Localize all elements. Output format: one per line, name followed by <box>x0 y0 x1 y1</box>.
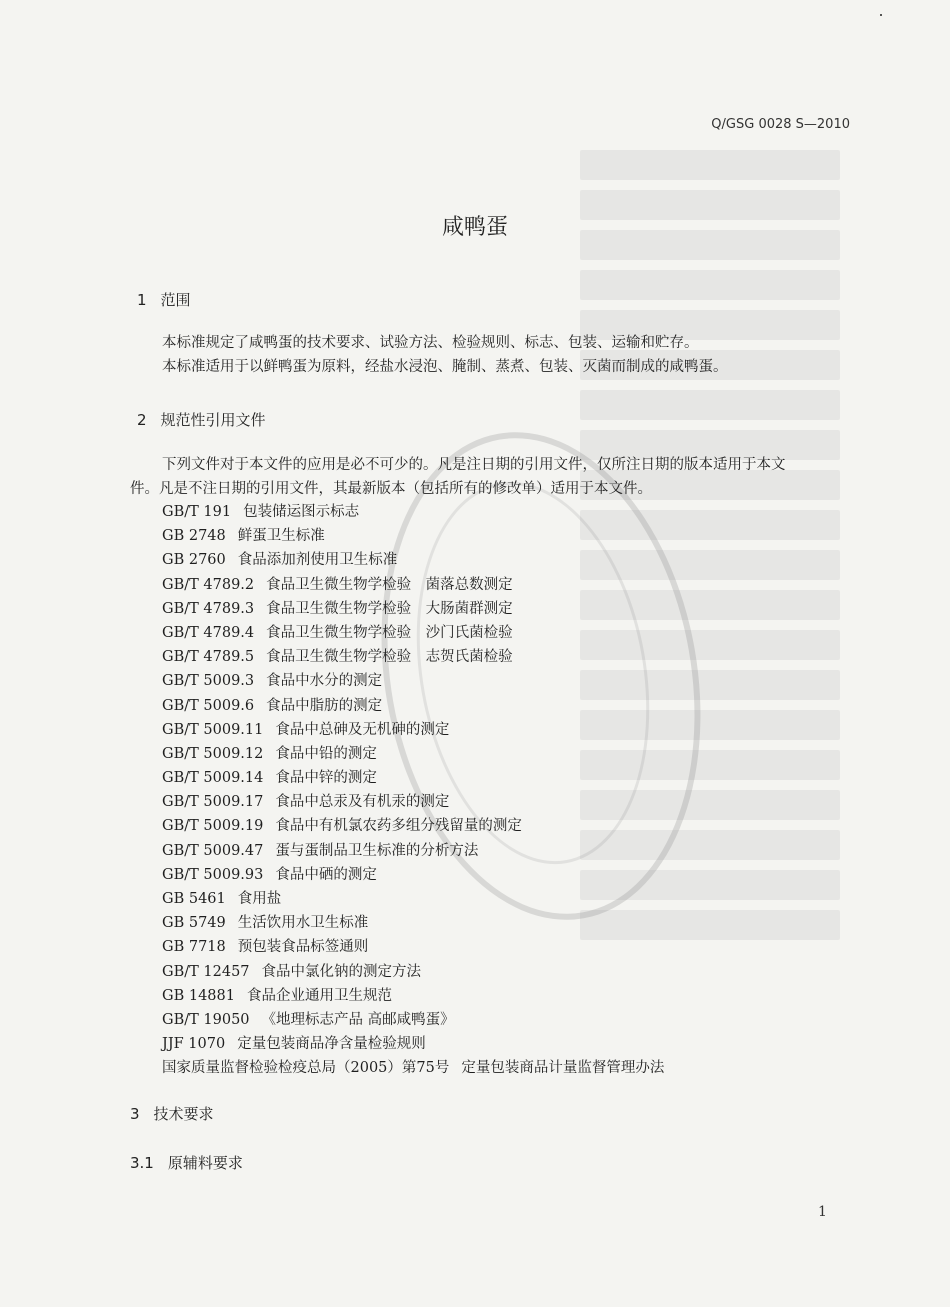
reference-code: GB/T 5009.17 <box>162 794 264 811</box>
reference-item <box>162 500 862 524</box>
reference-item <box>162 597 862 621</box>
reference-title: 食品中氯化钠的测定方法 <box>261 963 422 980</box>
reference-code: GB 7718 <box>162 939 226 956</box>
reference-item <box>162 718 862 742</box>
section-number: 1 <box>137 291 147 309</box>
section-number: 3 <box>130 1105 140 1123</box>
standard-code: Q/GSG 0028 S—2010 <box>711 117 850 132</box>
reference-item <box>162 766 862 790</box>
reference-code: 国家质量监督检验检疫总局（2005）第75号 <box>162 1060 450 1077</box>
reference-title: 食品卫生微生物学检验 沙门氏菌检验 <box>266 624 513 641</box>
reference-item <box>162 790 862 814</box>
reference-title: 鲜蛋卫生标准 <box>237 528 325 545</box>
section-2-heading <box>137 409 266 430</box>
reference-item <box>162 863 862 887</box>
scope-paragraph-2: 本标准适用于以鲜鸭蛋为原料，经盐水浸泡、腌制、蒸煮、包装、灭菌而制成的咸鸭蛋。 <box>162 359 728 375</box>
reference-item <box>162 669 862 693</box>
scope-paragraph-1: 本标准规定了咸鸭蛋的技术要求、试验方法、检验规则、标志、包装、运输和贮存。 <box>162 335 699 351</box>
reference-item <box>162 960 862 984</box>
reference-code: GB/T 5009.3 <box>162 673 255 690</box>
reference-title: 食品中铅的测定 <box>275 745 377 762</box>
reference-title: 食品中总砷及无机砷的测定 <box>275 721 450 738</box>
reference-code: GB 14881 <box>162 987 235 1004</box>
reference-code: GB/T 5009.93 <box>162 866 264 883</box>
reference-code: GB/T 4789.3 <box>162 600 255 617</box>
reference-title: 食品中水分的测定 <box>266 673 383 690</box>
reference-item <box>162 935 862 959</box>
section-title: 技术要求 <box>153 1105 214 1123</box>
reference-title: 定量包装商品计量监督管理办法 <box>461 1060 665 1077</box>
normative-intro-line-2: 件。凡是不注日期的引用文件，其最新版本（包括所有的修改单）适用于本文件。 <box>130 481 652 497</box>
reference-code: GB 5461 <box>162 891 226 907</box>
reference-code: GB/T 5009.12 <box>162 745 264 762</box>
reference-code: GB/T 191 <box>162 504 232 520</box>
normative-intro-line-1: 下列文件对于本文件的应用是必不可少的。凡是注日期的引用文件，仅所注日期的版本适用于本文 <box>162 457 786 473</box>
reference-title: 食品中硒的测定 <box>275 866 377 883</box>
reference-item <box>162 839 862 863</box>
section-3-heading <box>130 1103 214 1124</box>
reference-title: 食品中有机氯农药多组分残留量的测定 <box>275 818 522 835</box>
section-number: 2 <box>137 411 147 429</box>
reference-item <box>162 984 862 1008</box>
reference-title: 定量包装商品净含量检验规则 <box>237 1036 426 1053</box>
reference-code: JJF 1070 <box>162 1036 226 1053</box>
reference-item <box>162 573 862 597</box>
reference-item <box>162 742 862 766</box>
reference-title: 食品卫生微生物学检验 志贺氏菌检验 <box>266 649 513 666</box>
reference-code: GB/T 4789.4 <box>162 624 255 641</box>
reference-title: 食品中总汞及有机汞的测定 <box>275 794 450 811</box>
section-number: 3.1 <box>130 1154 154 1172</box>
reference-code: GB/T 12457 <box>162 963 250 980</box>
reference-item <box>162 1032 862 1056</box>
reference-item <box>162 621 862 645</box>
reference-code: GB/T 5009.19 <box>162 818 264 835</box>
reference-item <box>162 524 862 548</box>
reference-code: GB 2760 <box>162 552 226 569</box>
reference-item <box>162 1056 862 1080</box>
scan-speck <box>880 14 882 16</box>
reference-title: 食品中锌的测定 <box>275 770 377 787</box>
reference-item <box>162 645 862 669</box>
section-title: 原辅料要求 <box>167 1154 243 1172</box>
reference-title: 预包装食品标签通则 <box>237 939 369 956</box>
reference-code: GB 5749 <box>162 915 226 932</box>
reference-list <box>162 500 862 1081</box>
reference-code: GB/T 5009.47 <box>162 842 264 859</box>
reference-item <box>162 887 862 911</box>
reference-code: GB/T 19050 <box>162 1011 250 1028</box>
reference-title: 蛋与蛋制品卫生标准的分析方法 <box>275 842 479 859</box>
reference-title: 食品中脂肪的测定 <box>266 697 383 714</box>
reference-title: 包装储运图示标志 <box>243 504 360 520</box>
reference-code: GB/T 5009.14 <box>162 770 264 787</box>
reference-title: 食品卫生微生物学检验 大肠菌群测定 <box>266 600 513 617</box>
reference-title: 生活饮用水卫生标准 <box>237 915 369 932</box>
section-1-heading <box>137 289 191 310</box>
reference-code: GB/T 4789.5 <box>162 649 255 666</box>
reference-code: GB/T 5009.6 <box>162 697 255 714</box>
reference-title: 食用盐 <box>237 891 282 907</box>
section-title: 范围 <box>160 291 191 309</box>
reference-item <box>162 1008 862 1032</box>
reference-code: GB/T 4789.2 <box>162 576 255 593</box>
reference-item <box>162 694 862 718</box>
reference-code: GB/T 5009.11 <box>162 721 264 738</box>
reference-item <box>162 548 862 572</box>
reference-title: 食品企业通用卫生规范 <box>246 987 392 1004</box>
page-number: 1 <box>818 1204 827 1220</box>
reference-item <box>162 814 862 838</box>
document-title: 咸鸭蛋 <box>441 215 508 240</box>
section-3-1-heading <box>130 1152 243 1173</box>
reference-code: GB 2748 <box>162 528 226 545</box>
reference-title: 食品卫生微生物学检验 菌落总数测定 <box>266 576 513 593</box>
reference-title: 《地理标志产品 高邮咸鸭蛋》 <box>261 1011 455 1028</box>
section-title: 规范性引用文件 <box>160 411 266 429</box>
reference-title: 食品添加剂使用卫生标准 <box>237 552 398 569</box>
reference-item <box>162 911 862 935</box>
